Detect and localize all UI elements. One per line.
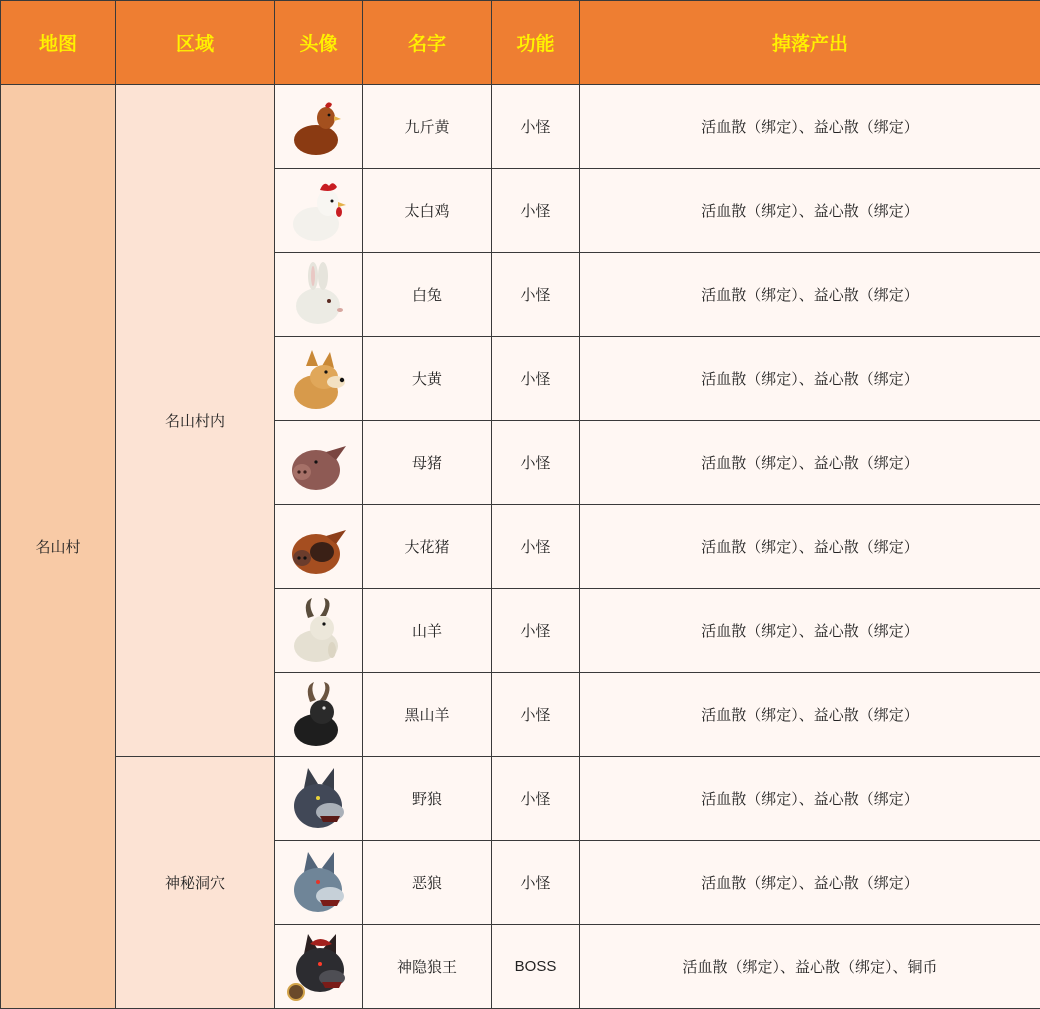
- monster-function: 小怪: [492, 757, 580, 841]
- monster-name: 大黄: [363, 337, 492, 421]
- monster-drops: 活血散（绑定）、益心散（绑定）、铜币: [580, 925, 1040, 1009]
- monster-name: 野狼: [363, 757, 492, 841]
- table-row: [1, 85, 1040, 169]
- avatar-cell: [275, 757, 363, 841]
- hen-icon: [286, 92, 352, 162]
- avatar-cell: [275, 589, 363, 673]
- monster-name: 九斤黄: [363, 85, 492, 169]
- monster-drops: 活血散（绑定）、益心散（绑定）: [580, 337, 1040, 421]
- dog-icon: [286, 344, 352, 414]
- monster-function: 小怪: [492, 253, 580, 337]
- avatar-cell: [275, 253, 363, 337]
- sow-icon: [286, 428, 352, 498]
- monster-drops: 活血散（绑定）、益心散（绑定）: [580, 673, 1040, 757]
- monster-drops: 活血散（绑定）、益心散（绑定）: [580, 505, 1040, 589]
- avatar-cell: [275, 337, 363, 421]
- fierce-wolf-icon: [286, 848, 352, 918]
- monster-name: 大花猪: [363, 505, 492, 589]
- monster-name: 黑山羊: [363, 673, 492, 757]
- monster-drops: 活血散（绑定）、益心散（绑定）: [580, 85, 1040, 169]
- rooster-icon: [286, 176, 352, 246]
- black-goat-icon: [286, 680, 352, 750]
- header-avatar: 头像: [275, 1, 363, 85]
- wild-wolf-icon: [286, 764, 352, 834]
- spotted-pig-icon: [286, 512, 352, 582]
- avatar-cell: [275, 841, 363, 925]
- monster-drops: 活血散（绑定）、益心散（绑定）: [580, 589, 1040, 673]
- monster-drops: 活血散（绑定）、益心散（绑定）: [580, 757, 1040, 841]
- header-row: [1, 1, 1040, 85]
- monster-name: 太白鸡: [363, 169, 492, 253]
- header-drops: 掉落产出: [580, 1, 1040, 85]
- monster-function: 小怪: [492, 85, 580, 169]
- monster-drops: 活血散（绑定）、益心散（绑定）: [580, 169, 1040, 253]
- header-function: 功能: [492, 1, 580, 85]
- wolf-king-icon: [286, 932, 352, 1002]
- rabbit-icon: [286, 260, 352, 330]
- area-cell: 名山村内: [116, 85, 275, 757]
- monster-function: 小怪: [492, 505, 580, 589]
- area-cell: 神秘洞穴: [116, 757, 275, 1009]
- monster-name: 神隐狼王: [363, 925, 492, 1009]
- monster-drops: 活血散（绑定）、益心散（绑定）: [580, 253, 1040, 337]
- monster-function: 小怪: [492, 169, 580, 253]
- monster-function: 小怪: [492, 589, 580, 673]
- monster-name: 山羊: [363, 589, 492, 673]
- monster-name: 母猪: [363, 421, 492, 505]
- avatar-cell: [275, 169, 363, 253]
- header-name: 名字: [363, 1, 492, 85]
- header-map: 地图: [1, 1, 116, 85]
- monster-drops: 活血散（绑定）、益心散（绑定）: [580, 841, 1040, 925]
- monster-drops: 活血散（绑定）、益心散（绑定）: [580, 421, 1040, 505]
- table-row: [1, 757, 1040, 841]
- avatar-cell: [275, 925, 363, 1009]
- monster-name: 恶狼: [363, 841, 492, 925]
- monster-name: 白兔: [363, 253, 492, 337]
- goat-icon: [286, 596, 352, 666]
- monster-function: 小怪: [492, 673, 580, 757]
- monster-function: 小怪: [492, 421, 580, 505]
- monster-function: BOSS: [492, 925, 580, 1009]
- map-cell: 名山村: [1, 85, 116, 1009]
- monster-function: 小怪: [492, 841, 580, 925]
- avatar-cell: [275, 421, 363, 505]
- header-area: 区域: [116, 1, 275, 85]
- monster-function: 小怪: [492, 337, 580, 421]
- avatar-cell: [275, 505, 363, 589]
- avatar-cell: [275, 673, 363, 757]
- avatar-cell: [275, 85, 363, 169]
